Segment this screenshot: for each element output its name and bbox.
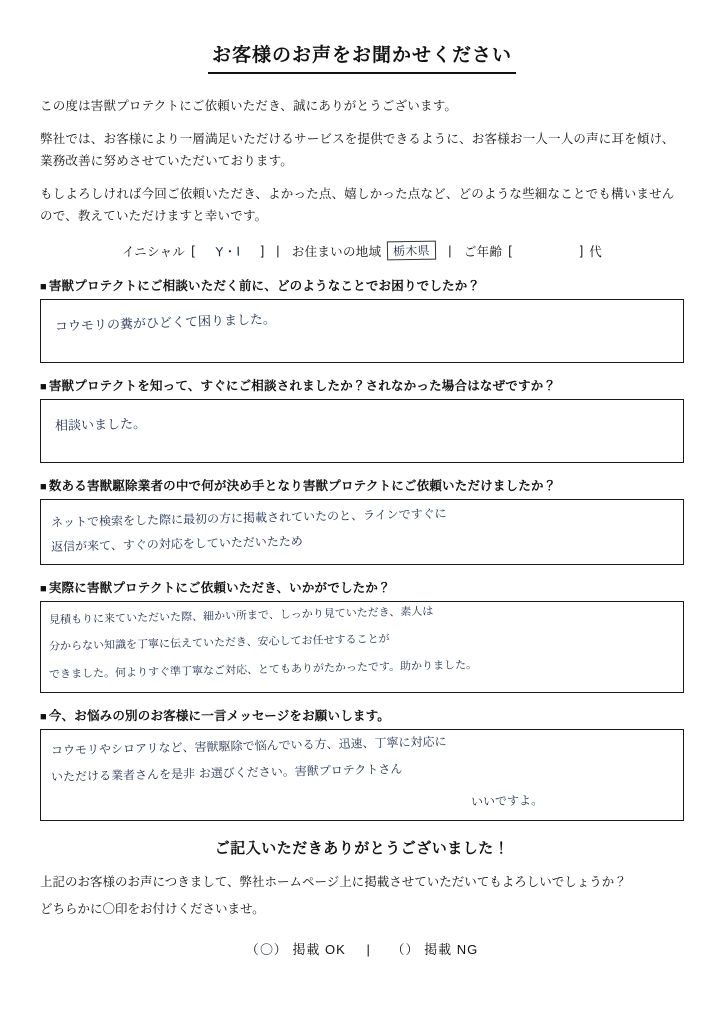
- profile-separator-1: |: [276, 243, 280, 258]
- answer-box-4[interactable]: [40, 601, 684, 693]
- answer-box-5[interactable]: [40, 729, 684, 821]
- age-bracket-close: ]: [579, 243, 584, 258]
- question-text-1: 害獣プロテクトにご相談いただく前に、どのようなことでお困りでしたか？: [48, 279, 481, 294]
- question-label-4: [40, 578, 684, 596]
- intro-paragraph-3: もしよろしければ今回ご依頼いただき、よかった点、嬉しかった点など、どのような些細なことでも構いませんので、教えていただけますと幸いです。: [40, 187, 675, 223]
- permission-divider: |: [366, 941, 371, 957]
- area-label: お住まいの地域: [291, 244, 382, 259]
- question-bullet-5: ■: [40, 711, 47, 724]
- question-label-1: [40, 276, 684, 294]
- ng-paren-open: （: [391, 941, 406, 957]
- age-suffix: 代: [589, 244, 603, 259]
- answer-line-4-1: 見積もりに来ていただいた際、細かい所まで、しっかり見ていただき、素人は: [48, 604, 434, 627]
- initial-value: Y・I: [215, 243, 241, 260]
- answer-box-2[interactable]: [40, 399, 684, 463]
- answer-line-3-2: 返信が来て、すぐの対応をしていただいたため: [50, 534, 303, 555]
- question-label-3: [40, 476, 684, 494]
- title-container: [40, 44, 684, 74]
- page-title: お客様のお声をお聞かせください: [208, 44, 516, 74]
- closing-section: [40, 872, 684, 921]
- initial-label: イニシャル: [121, 244, 186, 259]
- age-label: ご年齢: [463, 244, 503, 259]
- ok-paren-close: ）: [273, 941, 288, 957]
- initial-bracket-close: ]: [260, 243, 265, 258]
- intro-paragraph-1: この度は害獣プロテクトにご依頼いただき、誠にありがとうございます。: [40, 98, 458, 113]
- answer-line-5-3: いいですよ。: [470, 793, 544, 810]
- publication-permission: [40, 939, 684, 958]
- respondent-profile: [40, 241, 684, 260]
- answer-line-1-1: コウモリの糞がひどくて困りました。: [54, 312, 277, 336]
- question-bullet-1: ■: [40, 281, 47, 294]
- answer-line-2-1: 相談いました。: [54, 417, 147, 435]
- answer-line-3-1: ネットで検索をした際に最初の方に掲載されていたのと、ラインですぐに: [50, 506, 447, 530]
- initial-bracket-open: [: [191, 243, 195, 258]
- ng-paren-close: ）: [405, 941, 420, 957]
- question-text-4: 実際に害獣プロテクトにご依頼いただき、いかがでしたか？: [48, 581, 391, 596]
- age-bracket-open: [: [508, 243, 512, 258]
- question-label-2: [40, 376, 684, 394]
- answer-line-5-2: いただける業者さんを是非 お選びください。害獣プロテクトさん: [50, 762, 403, 785]
- question-text-3: 数ある害獣駆除業者の中で何が決め手となり害獣プロテクトにご依頼いただけましたか？: [48, 479, 557, 494]
- ok-paren-open: （: [245, 941, 260, 957]
- answer-box-3[interactable]: [40, 499, 684, 565]
- question-bullet-3: ■: [40, 481, 47, 494]
- ok-circle-mark: 〇: [258, 941, 276, 959]
- intro-section: [40, 96, 684, 228]
- answer-line-4-3: できました。何よりすぐ準丁寧なご対応、とてもありがたかったです。助かりました。: [48, 658, 478, 682]
- intro-paragraph-2: 弊社では、お客様により一層満足いただけるサービスを提供できるように、お客様お一人一人の声に耳を傾け、業務改善に努めさせていただいております。: [40, 132, 675, 168]
- ng-label[interactable]: 掲載 NG: [424, 941, 479, 957]
- question-text-2: 害獣プロテクトを知って、すぐにご相談されましたか？されなかった場合はなぜですか？: [48, 379, 557, 394]
- question-text-5: 今、お悩みの別のお客様に一言メッセージをお願いします。: [48, 709, 391, 724]
- answer-line-5-1: コウモリやシロアリなど、害獣駆除で悩んでいる方、迅速、丁寧に対応に: [50, 734, 447, 758]
- area-value: 栃木県: [387, 241, 436, 261]
- question-label-5: [40, 706, 684, 724]
- question-bullet-4: ■: [40, 583, 47, 596]
- closing-paragraph-2: どちらかに〇印をお付けくださいませ。: [40, 902, 265, 917]
- ok-label[interactable]: 掲載 OK: [292, 941, 346, 957]
- profile-separator-2: |: [448, 243, 452, 258]
- thanks-message: ご記入いただきありがとうございました！: [214, 840, 510, 858]
- answer-line-4-2: 分からない知識を丁寧に伝えていただき、安心してお任せすることが: [48, 632, 390, 654]
- question-bullet-2: ■: [40, 381, 47, 394]
- closing-paragraph-1: 上記のお客様のお声につきまして、弊社ホームページ上に掲載させていただいてもよろしいでしょうか？: [40, 875, 627, 890]
- answer-box-1[interactable]: [40, 299, 684, 363]
